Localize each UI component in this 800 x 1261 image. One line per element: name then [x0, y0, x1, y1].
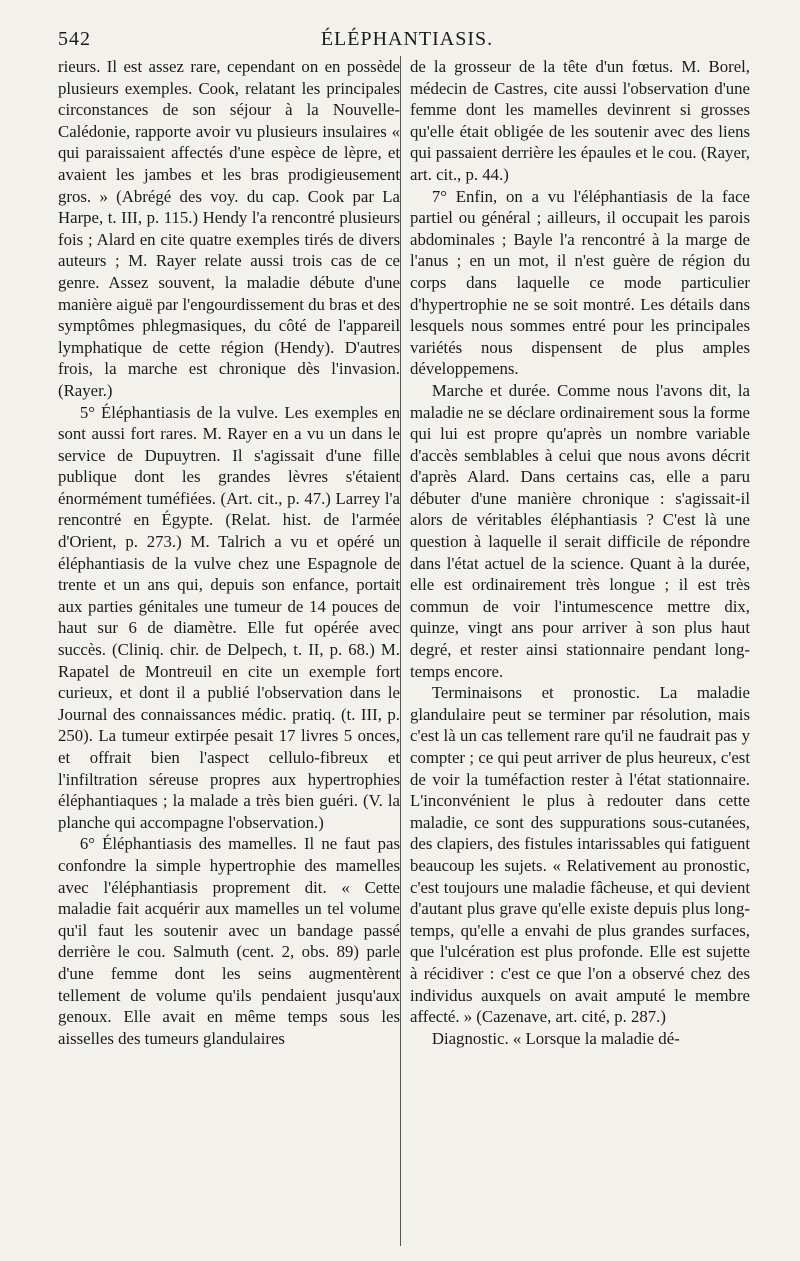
paragraph: de la grosseur de la tête d'un fœtus. M. Borel, médecin de Castres, cite aussi l'observation d'une femme dont les mamelles devinrent si grosses qu'elle était obligée de les soutenir avec des liens qui passaient derrière les épaules et le cou. (Rayer, art. cit., p. 44.): [410, 57, 750, 184]
page-number: 542: [58, 28, 91, 50]
paragraph: 7° Enfin, on a vu l'éléphantiasis de la face partiel ou général ; ailleurs, il occupait les parois abdominales ; Bayle l'a rencontré à la marge de l'anus ; en un mot, il n'est guère de région du corps dans laquelle ce mode particulier d'hypertrophie ne se soit montré. Les détails dans lesquels nous sommes entré pour les principales variétés nous dispensent de plus amples développemens.: [410, 186, 750, 379]
paragraph: rieurs. Il est assez rare, cependant on en possède plusieurs exemples. Cook, relatant les principales circonstances de son séjour à la Nouvelle-Calédonie, rapporte avoir vu plusieurs insulaires « qui paraissaient affectés d'une espèce de lèpre, et avaient les jambes et les bras prodigieusement gros. » (Abrégé des voy. du cap. Cook par La Harpe, t. III, p. 115.) Hendy l'a rencontré plusieurs fois ; Alard en cite quatre exemples tirés de divers auteurs ; M. Rayer relate aussi trois cas de ce genre. Assez souvent, la maladie débute d'une manière aiguë par l'engourdissement du bras et des symptômes phlegmasiques, du côté de l'appareil lymphatique de cette région (Hendy). D'autres frois, la marche est chronique dès l'invasion. (Rayer.): [58, 57, 400, 400]
page-header: [58, 28, 756, 56]
running-title: ÉLÉPHANTIASIS.: [320, 28, 494, 50]
paragraph: Terminaisons et pronostic. La maladie glandulaire peut se terminer par résolution, mais c'est là un cas tellement rare qu'il ne faudrait pas y compter ; ce qui peut arriver de plus heureux, c'est de voir la tuméfaction rester à l'état stationnaire. L'inconvénient le plus à redouter dans cette maladie, ce sont des suppurations sous-cutanées, des clapiers, des fistules intarissables qui fatiguent beaucoup les sujets. « Relativement au pronostic, c'est toujours une maladie fâcheuse, et qui devient d'autant plus grave qu'elle existe depuis plus long-temps, qu'elle a envahi de plus grandes surfaces, que l'ulcération est plus profonde. Elle est sujette à récidiver : c'est ce que l'on a observé chez des individus auxquels on avait amputé le membre affecté. » (Cazenave, art. cité, p. 287.): [410, 683, 750, 1027]
right-column: [410, 56, 750, 1049]
paragraph: Diagnostic. « Lorsque la maladie dé-: [431, 1028, 680, 1048]
paragraph: 5° Éléphantiasis de la vulve. Les exemples en sont aussi fort rares. M. Rayer en a vu un dans le service de Dupuytren. Il s'agissait d'une fille publique dont les grandes lèvres s'étaient énormément tuméfiées. (Art. cit., p. 47.) Larrey l'a rencontré en Égypte. (Relat. hist. de l'armée d'Orient, p. 273.) M. Talrich a vu et opéré un éléphantiasis de la vulve chez une Espagnole de trente et un ans qui, depuis son enfance, portait aux parties génitales une tumeur de 14 pouces de haut sur 6 de diamètre. Elle fut opérée avec succès. (Cliniq. chir. de Delpech, t. II, p. 68.) M. Rapatel de Montreuil en cite un exemple fort curieux, et dont il a publié l'observation dans le Journal des connaissances médic. pratiq. (t. III, p. 250). La tumeur extirpée pesait 17 livres 5 onces, et offrait bien l'aspect cellulo-fibreux et l'infiltration séreuse propres aux hypertrophies éléphantiaques ; la malade a très bien guéri. (V. la planche qui accompagne l'observation.): [58, 402, 400, 832]
column-divider: [400, 56, 401, 1246]
paragraph: Marche et durée. Comme nous l'avons dit, la maladie ne se déclare ordinairement sous la forme qui lui est propre qu'après un nombre variable d'accès semblables à celui que nous avons décrit d'après Alard. Dans certains cas, elle a paru débuter d'une manière chronique : s'agissait-il alors de véritables éléphantiasis ? C'est là une question à laquelle il serait difficile de répondre dans l'état actuel de la science. Quant à la durée, elle est ordinairement très longue ; il est très commun de voir l'intumescence mettre dix, quinze, vingt ans pour arriver à son plus haut degré, et rester ainsi stationnaire pendant long-temps encore.: [410, 380, 750, 681]
paragraph: 6° Éléphantiasis des mamelles. Il ne faut pas confondre la simple hypertrophie des mamelles avec l'éléphantiasis proprement dit. « Cette maladie fait acquérir aux mamelles un tel volume qu'il faut les soutenir avec un bandage passé derrière le cou. Salmuth (cent. 2, obs. 89) parle d'une femme dont les seins augmentèrent tellement de volume qu'ils pendaient jusqu'aux genoux. Elle avait en même temps sous les aisselles des tumeurs glandulaires: [58, 834, 400, 1048]
left-column: [58, 56, 400, 1049]
